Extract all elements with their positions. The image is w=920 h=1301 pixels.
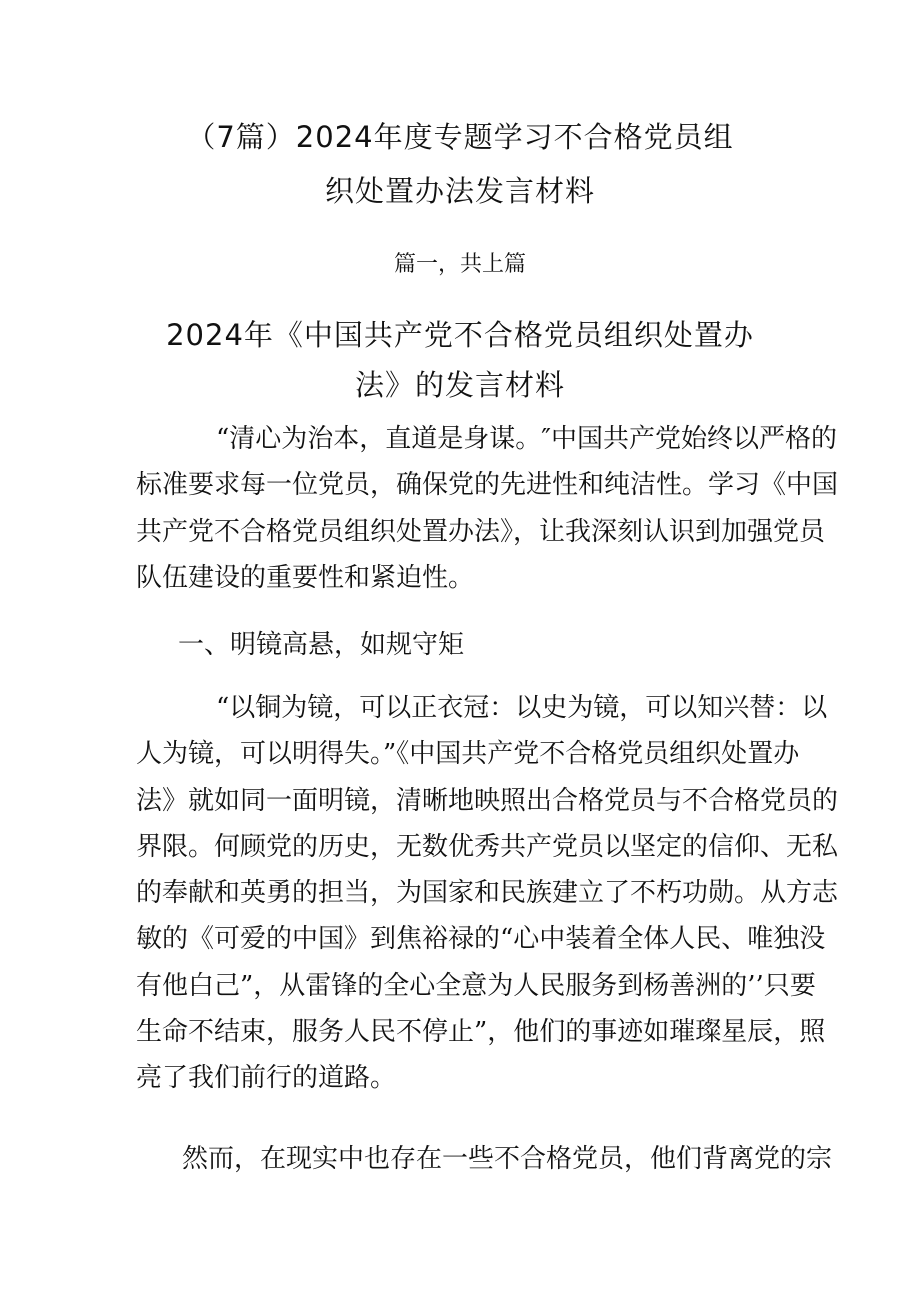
paragraph-line: 亮了我们前行的道路。 [136, 1063, 397, 1094]
paragraph-line: 敏的《可爱的中国》到焦裕禄的“心中装着全体人民、唯独没 [136, 924, 826, 955]
paragraph-line: 的奉献和英勇的担当，为国家和民族建立了不朽功勋。从方志 [136, 878, 839, 909]
paragraph-line: 人为镜，可以明得失。”《中国共产党不合格党员组织处置办 [136, 739, 800, 770]
paragraph-line: 队伍建设的重要性和紧迫性。 [136, 562, 475, 593]
paragraph-line: 法》就如同一面明镜，清晰地映照出合格党员与不合格党员的 [136, 785, 839, 816]
paragraph-mirror [136, 685, 839, 1102]
speech-title-line: 法》的发言材料 [354, 368, 565, 402]
chapter-label: 篇一，共上篇 [393, 252, 526, 277]
paragraph-line: 生命不结束，服务人民不停止”，他们的事迹如璀璨星辰，照 [136, 1017, 826, 1048]
paragraph-intro [136, 416, 839, 601]
paragraph-line: 有他白己”，从雷锋的全心全意为人民服务到杨善洲的’’只要 [136, 970, 816, 1001]
paragraph-line: 界限。何顾党的历史，无数优秀共产党员以坚定的信仰、无私 [136, 831, 839, 862]
paragraph-line: “以铜为镜，可以正衣冠：以史为镜，可以知兴替：以 [190, 693, 828, 723]
paragraph-line: 然而，在现实中也存在一些不合格党员，他们背离党的宗 [182, 1144, 833, 1174]
paragraph-however [136, 1136, 833, 1182]
section-heading-text: 一、明镜高悬，如规守矩 [178, 630, 465, 660]
document-title-line: 织处置办法发言材料 [324, 174, 595, 208]
section-heading [136, 622, 796, 668]
paragraph-line: 共产党不合格党员组织处置办法》，让我深刻认识到加强党员 [136, 516, 826, 547]
document-title-line: （7篇）2024年度专题学习不合格党员组 [186, 120, 734, 154]
speech-title-line: 2024年《中国共产党不合格党员组织处置办 [166, 318, 754, 352]
paragraph-line: 标准要求每一位党员，确保党的先进性和纯洁性。学习《中国 [136, 470, 839, 501]
paragraph-line: “清心为治本，直道是身谋。″中国共产党始终以严格的 [190, 424, 838, 454]
speech-title [0, 310, 920, 410]
document-title [0, 110, 920, 218]
